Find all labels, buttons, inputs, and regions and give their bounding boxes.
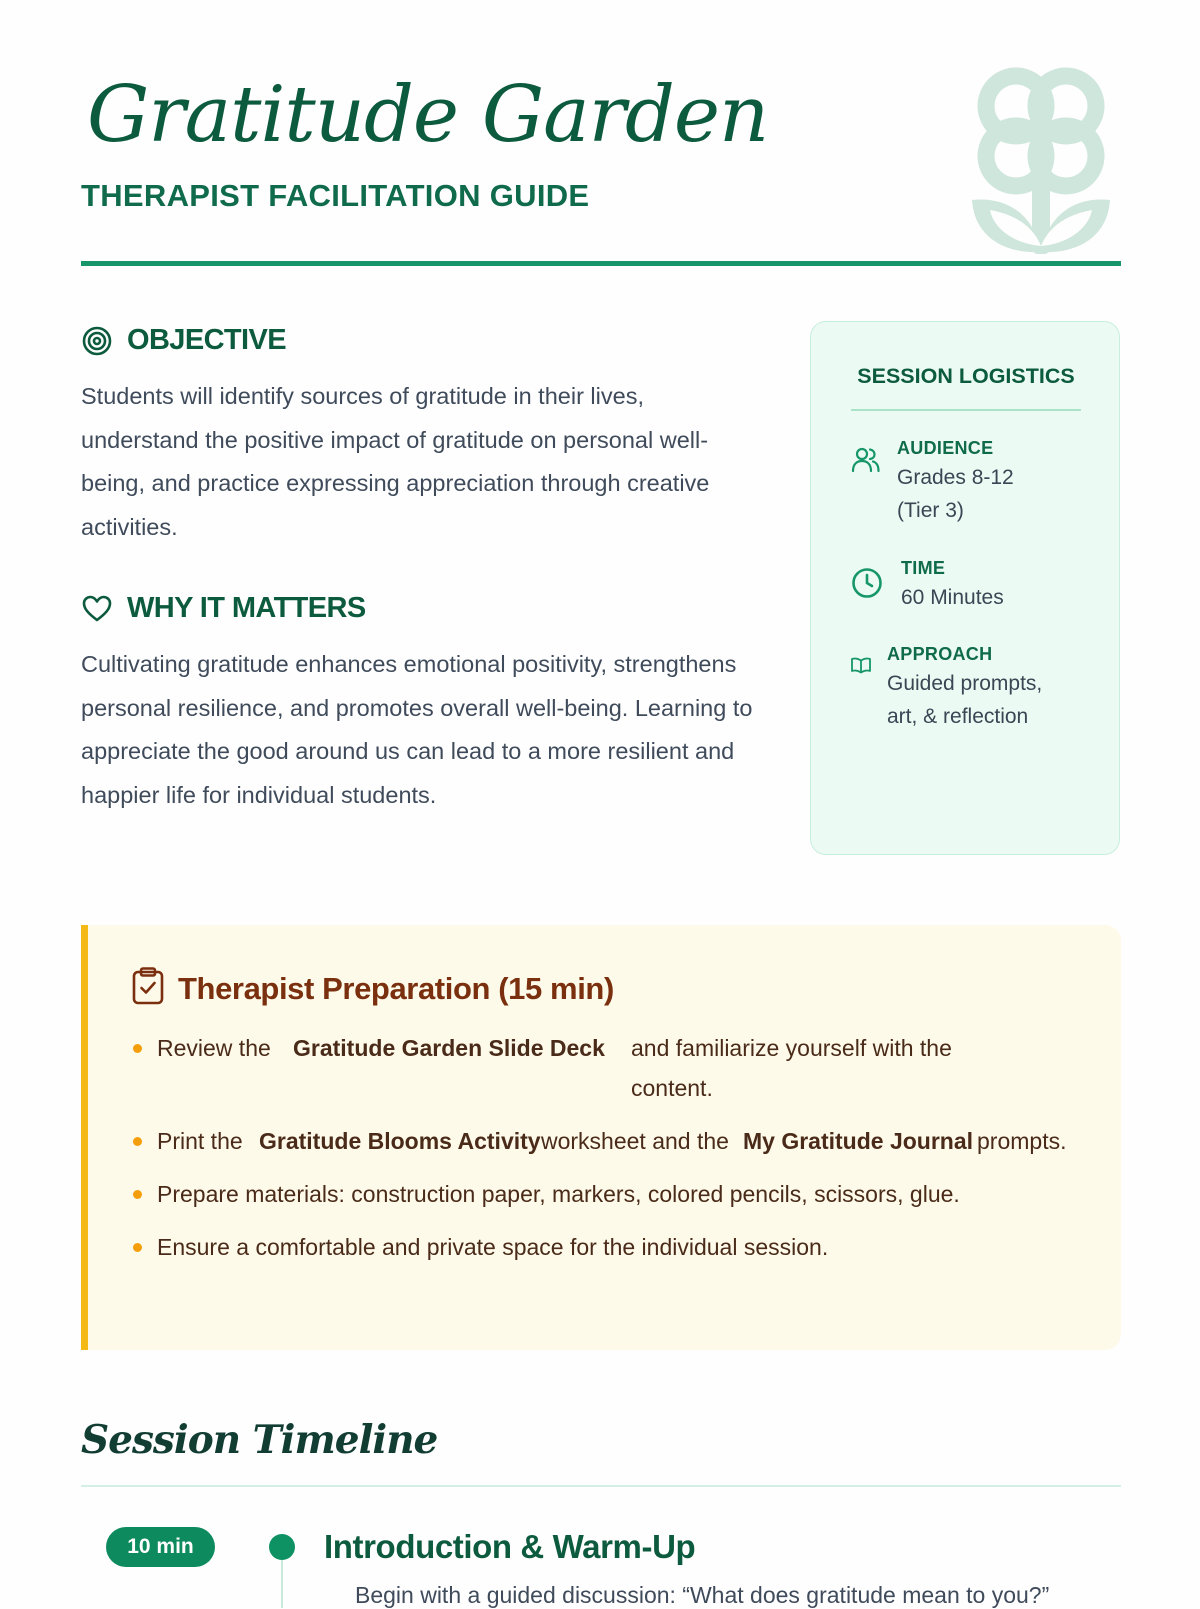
therapist-preparation-box — [81, 925, 1121, 1350]
timeline-title: Session Timeline — [81, 1417, 438, 1463]
book-open-icon — [851, 641, 873, 733]
time-value: 60 Minutes — [901, 586, 1004, 609]
time-label: TIME — [901, 558, 946, 578]
logistics-time — [851, 555, 1004, 614]
objective-heading — [81, 324, 286, 357]
approach-value-line2: art, & reflection — [887, 705, 1029, 728]
users-icon — [851, 435, 883, 527]
target-icon — [81, 325, 113, 357]
timeline-dot — [269, 1534, 295, 1560]
audience-label: AUDIENCE — [897, 438, 994, 458]
preparation-heading — [132, 967, 614, 1010]
flower-icon — [966, 58, 1116, 262]
list-item: Print the Gratitude Blooms Activity worksheet and the My Gratitude Journal prompts. — [132, 1121, 1092, 1161]
logistics-audience — [851, 435, 1014, 527]
clock-icon — [851, 555, 883, 614]
logistics-approach — [851, 641, 1042, 733]
audience-value-line2: (Tier 3) — [897, 499, 964, 522]
list-item: Prepare materials: construction paper, markers, colored pencils, scissors, glue. — [132, 1174, 1092, 1214]
header-divider — [81, 261, 1121, 266]
page-title: Gratitude Garden — [87, 70, 769, 160]
list-item: Ensure a comfortable and private space for the individual session. — [132, 1227, 1092, 1267]
approach-label: APPROACH — [887, 644, 993, 664]
facilitation-guide-page — [81, 0, 1121, 1608]
why-title: WHY IT MATTERS — [127, 592, 366, 624]
audience-value-line1: Grades 8-12 — [897, 466, 1014, 489]
why-text: Cultivating gratitude enhances emotional positivity, strengthens personal resilience, and promotes overall well-being. Learning to appreciate the good around us can lead to a more resilient and happier life for individual students. — [81, 651, 753, 808]
timeline-step-description: Begin with a guided discussion: “What does gratitude mean to you?” — [355, 1582, 1050, 1608]
list-item: Review the Gratitude Garden Slide Deck and familiarize yourself with the content. — [132, 1028, 1092, 1108]
timeline-step-title: Introduction & Warm-Up — [324, 1528, 696, 1565]
duration-badge: 10 min — [106, 1527, 215, 1567]
approach-value-line1: Guided prompts, — [887, 672, 1043, 695]
session-logistics-card — [810, 321, 1120, 855]
timeline-divider — [81, 1485, 1121, 1487]
logistics-divider — [851, 409, 1081, 411]
preparation-title: Therapist Preparation (15 min) — [178, 970, 614, 1006]
preparation-list — [132, 1028, 1092, 1280]
objective-title: OBJECTIVE — [127, 324, 286, 356]
logistics-title: SESSION LOGISTICS — [857, 364, 1075, 388]
objective-text: Students will identify sources of gratitude in their lives, understand the positive impact of gratitude on personal well-being, and practice expressing appreciation through creative activities. — [81, 383, 710, 540]
heart-icon — [81, 593, 113, 625]
page-subtitle: THERAPIST FACILITATION GUIDE — [81, 178, 590, 213]
why-heading — [81, 592, 366, 625]
clipboard-check-icon — [132, 967, 164, 1010]
